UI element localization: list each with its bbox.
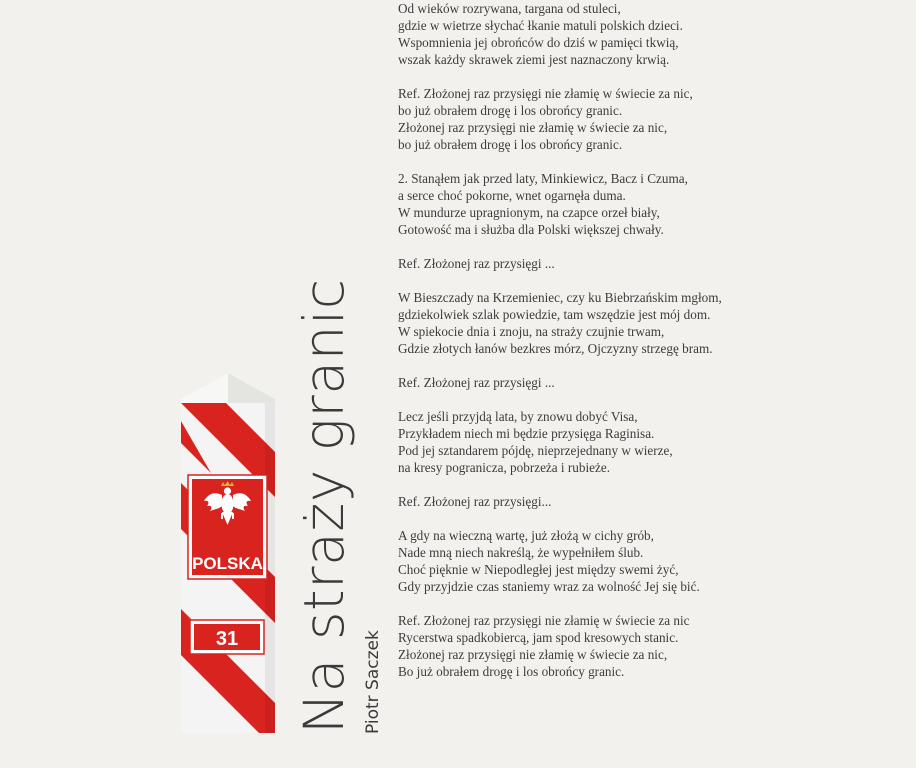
poem-line: bo już obrałem drogę i los obrońcy granic. xyxy=(398,137,623,152)
poem-stanza xyxy=(398,0,731,68)
poem-line: Pod jej sztandarem pójdę, nieprzejednany w wierze, xyxy=(398,443,673,458)
poem-stanza xyxy=(398,374,731,391)
poem-line: Ref. Złożonej raz przysięgi nie złamię w świecie za nic, xyxy=(398,86,693,101)
poem-line: Nade mną niech nakreślą, że wypełniłem ślub. xyxy=(398,545,644,560)
poem-stanza xyxy=(398,408,731,476)
poem-line: A gdy na wieczną wartę, już złożą w cichy grób, xyxy=(398,528,654,543)
poem-line: a serce choć pokorne, wnet ogarnęła duma. xyxy=(398,188,626,203)
poem-text xyxy=(398,0,731,697)
poem-stanza xyxy=(398,170,731,238)
poem-line: 2. Stanąłem jak przed laty, Minkiewicz, Bacz i Czuma, xyxy=(398,171,688,186)
poem-line: Lecz jeśli przyjdą lata, by znowu dobyć Visa, xyxy=(398,409,638,424)
poem-line: Złożonej raz przysięgi nie złamię w świecie za nic, xyxy=(398,647,668,662)
poem-line: Gdy przyjdzie czas staniemy wraz za wolność Jej się bić. xyxy=(398,579,700,594)
poem-line: Ref. Złożonej raz przysięgi ... xyxy=(398,375,555,390)
poem-line: gdziekolwiek szlak powiedzie, tam wszędzie jest mój dom. xyxy=(398,307,711,322)
poem-line: wszak każdy skrawek ziemi jest naznaczony krwią. xyxy=(398,52,670,67)
poem-line: Ref. Złożonej raz przysięgi... xyxy=(398,494,552,509)
poem-line: Gdzie złotych łanów bezkres mórz, Ojczyzny strzegę bram. xyxy=(398,341,713,356)
poem-line: W Bieszczady na Krzemieniec, czy ku Biebrzańskim mgłom, xyxy=(398,290,722,305)
poem-line: na kresy pogranicza, pobrzeża i rubieże. xyxy=(398,460,610,475)
poem-stanza xyxy=(398,85,731,153)
author-name: Piotr Saczek xyxy=(363,630,383,734)
poem-line: Wspomnienia jej obrońców do dziś w pamięci tkwią, xyxy=(398,35,679,50)
poem-line: Bo już obrałem drogę i los obrońcy granic. xyxy=(398,664,625,679)
poem-line: Złożonej raz przysięgi nie złamię w świecie za nic, xyxy=(398,120,668,135)
border-post-illustration xyxy=(181,373,275,733)
poem-stanza xyxy=(398,493,731,510)
poem-line: Ref. Złożonej raz przysięgi ... xyxy=(398,256,555,271)
page-title: Na straży granic xyxy=(292,278,356,734)
poem-line: Przykładem niech mi będzie przysięga Raginisa. xyxy=(398,426,655,441)
number-plate xyxy=(190,620,264,654)
poem-line: Choć pięknie w Niepodległej jest między swemi żyć, xyxy=(398,562,679,577)
poem-stanza xyxy=(398,612,731,680)
post-number: 31 xyxy=(215,628,239,650)
poem-line: W spiekocie dnia i znoju, na straży czujnie trwam, xyxy=(398,324,665,339)
poem-line: bo już obrałem drogę i los obrońcy granic. xyxy=(398,103,623,118)
poem-line: Od wieków rozrywana, targana od stuleci, xyxy=(398,1,621,16)
poem-line: Ref. Złożonej raz przysięgi nie złamię w świecie za nic xyxy=(398,613,690,628)
poem-line: gdzie w wietrze słychać łkanie matuli polskich dzieci. xyxy=(398,18,683,33)
poem-stanza xyxy=(398,289,731,357)
poem-line: Gotowość ma i służba dla Polski większej chwały. xyxy=(398,222,664,237)
poem-stanza xyxy=(398,527,731,595)
post-country-label: POLSKA xyxy=(192,554,263,573)
emblem-plate xyxy=(188,475,267,579)
poem-line: Rycerstwa spadkobiercą, jam spod kresowych stanic. xyxy=(398,630,679,645)
poem-line: W mundurze upragnionym, na czapce orzeł biały, xyxy=(398,205,660,220)
poem-stanza xyxy=(398,255,731,272)
